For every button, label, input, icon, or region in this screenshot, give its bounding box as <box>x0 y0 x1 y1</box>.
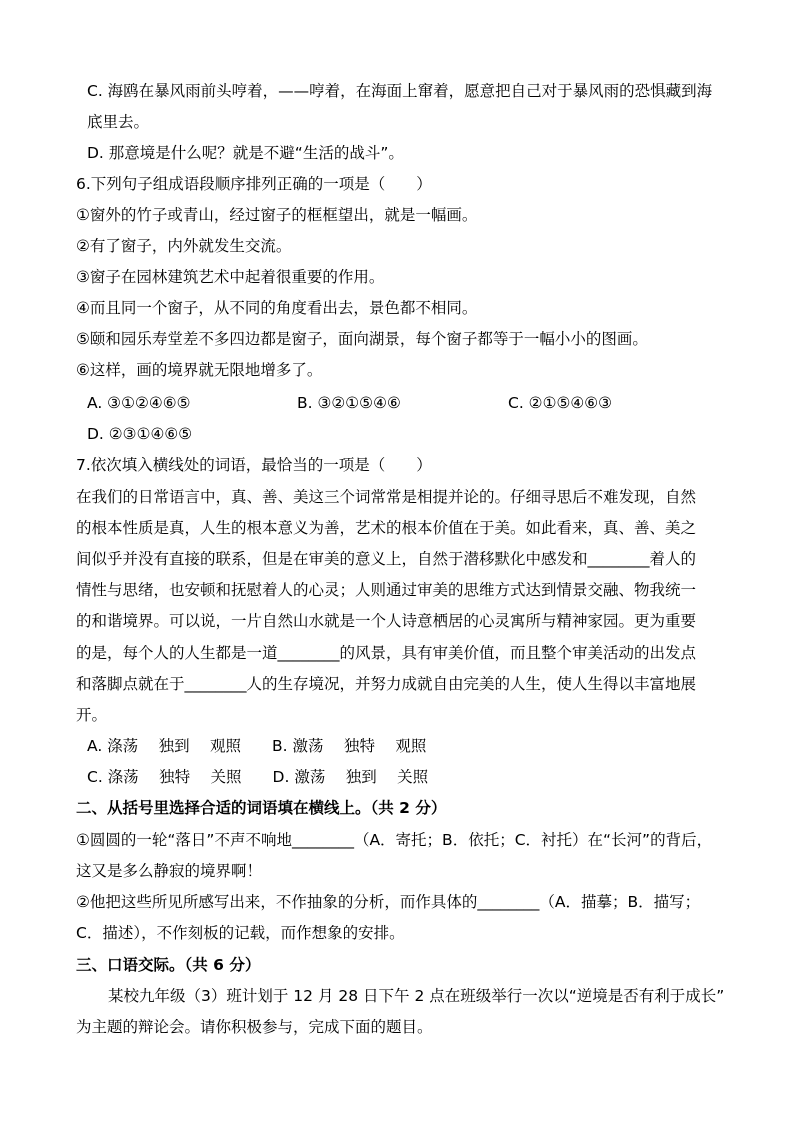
section-3-intro-line1: 某校九年级（3）班计划于 12 月 28 日下午 2 点在班级举行一次以“逆境是否有利于成长” <box>108 987 725 1005</box>
section-2-item1-line2: 这又是多么静寂的境界啊！ <box>76 862 263 880</box>
q6-option-a: A. ③①②④⑥⑤ <box>87 394 191 412</box>
q7-stem: 7.依次填入横线处的词语，最恰当的一项是（ ） <box>76 456 432 474</box>
q7-options-cd: C. 涤荡 独特 关照 D. 激荡 独到 关照 <box>87 768 429 786</box>
q7-passage-line2: 的根本性质是真，人生的根本意义为善，艺术的根本价值在于美。如此看来，真、善、美之 <box>76 519 697 537</box>
q6-sentence-5: ⑤颐和园乐寿堂差不多四边都是窗子，面向湖景，每个窗子都等于一幅小小的图画。 <box>76 330 648 348</box>
q6-option-b: B. ③②①⑤④⑥ <box>297 394 401 412</box>
q7-passage-line5: 的和谐境界。可以说，一片自然山水就是一个人诗意栖居的心灵寓所与精神家园。更为重要 <box>76 612 697 630</box>
q7-passage-line4: 情性与思绪，也安顿和抚慰着人的心灵；人则通过审美的思维方式达到情景交融、物我统一 <box>76 581 697 599</box>
q5-option-c-line1: C. 海鸥在暴风雨前头哼着，——哼着，在海面上窜着，愿意把自己对于暴风雨的恐惧藏到海 <box>87 82 713 100</box>
q7-options-ab: A. 涤荡 独到 观照 B. 激荡 独特 观照 <box>87 737 427 755</box>
q7-passage-line1: 在我们的日常语言中，真、善、美这三个词常常是相提并论的。仔细寻思后不难发现，自然 <box>76 488 697 506</box>
q6-sentence-2: ②有了窗子，内外就发生交流。 <box>76 237 292 255</box>
q6-option-d: D. ②③①④⑥⑤ <box>87 425 193 443</box>
q7-passage-line6: 的是，每个人的人生都是一道________的风景，具有审美价值，而且整个审美活动的出发点 <box>76 644 697 662</box>
q6-sentence-3: ③窗子在园林建筑艺术中起着很重要的作用。 <box>76 268 385 286</box>
q6-option-c: C. ②①⑤④⑥③ <box>508 394 613 412</box>
section-2-item2-line2: C．描述），不作刻板的记载，而作想象的安排。 <box>76 924 405 942</box>
section-2-item1-line1: ①圆圆的一轮“落日”不声不响地________（A．寄托；B．依托；C．衬托）在“长河”的背后， <box>76 831 713 849</box>
q6-sentence-4: ④而且同一个窗子，从不同的角度看出去，景色都不相同。 <box>76 299 478 317</box>
section-3-heading: 三、口语交际。（共 6 分） <box>76 956 261 974</box>
q7-passage-line3: 间似乎并没有直接的联系，但是在审美的意义上，自然于潜移默化中感发和________着人的 <box>76 550 697 568</box>
q5-option-c-line2: 底里去。 <box>87 113 150 131</box>
q7-passage-line7: 和落脚点就在于________人的生存境况，并努力成就自由完美的人生，使人生得以丰富地展 <box>76 675 697 693</box>
q6-stem: 6.下列句子组成语段顺序排列正确的一项是（ ） <box>76 175 432 193</box>
q5-option-d: D. 那意境是什么呢？就是不避“生活的战斗”。 <box>87 144 404 162</box>
q7-passage-line8: 开。 <box>76 706 108 724</box>
section-3-intro-line2: 为主题的辩论会。请你积极参与，完成下面的题目。 <box>76 1018 433 1036</box>
section-2-item2-line1: ②他把这些所见所感写出来，不作抽象的分析，而作具体的________（A．描摹；B．描写； <box>76 893 701 911</box>
q6-sentence-1: ①窗外的竹子或青山，经过窗子的框框望出，就是一幅画。 <box>76 206 478 224</box>
q6-sentence-6: ⑥这样，画的境界就无限地增多了。 <box>76 361 323 379</box>
section-2-heading: 二、从括号里选择合适的词语填在横线上。（共 2 分） <box>76 799 447 817</box>
